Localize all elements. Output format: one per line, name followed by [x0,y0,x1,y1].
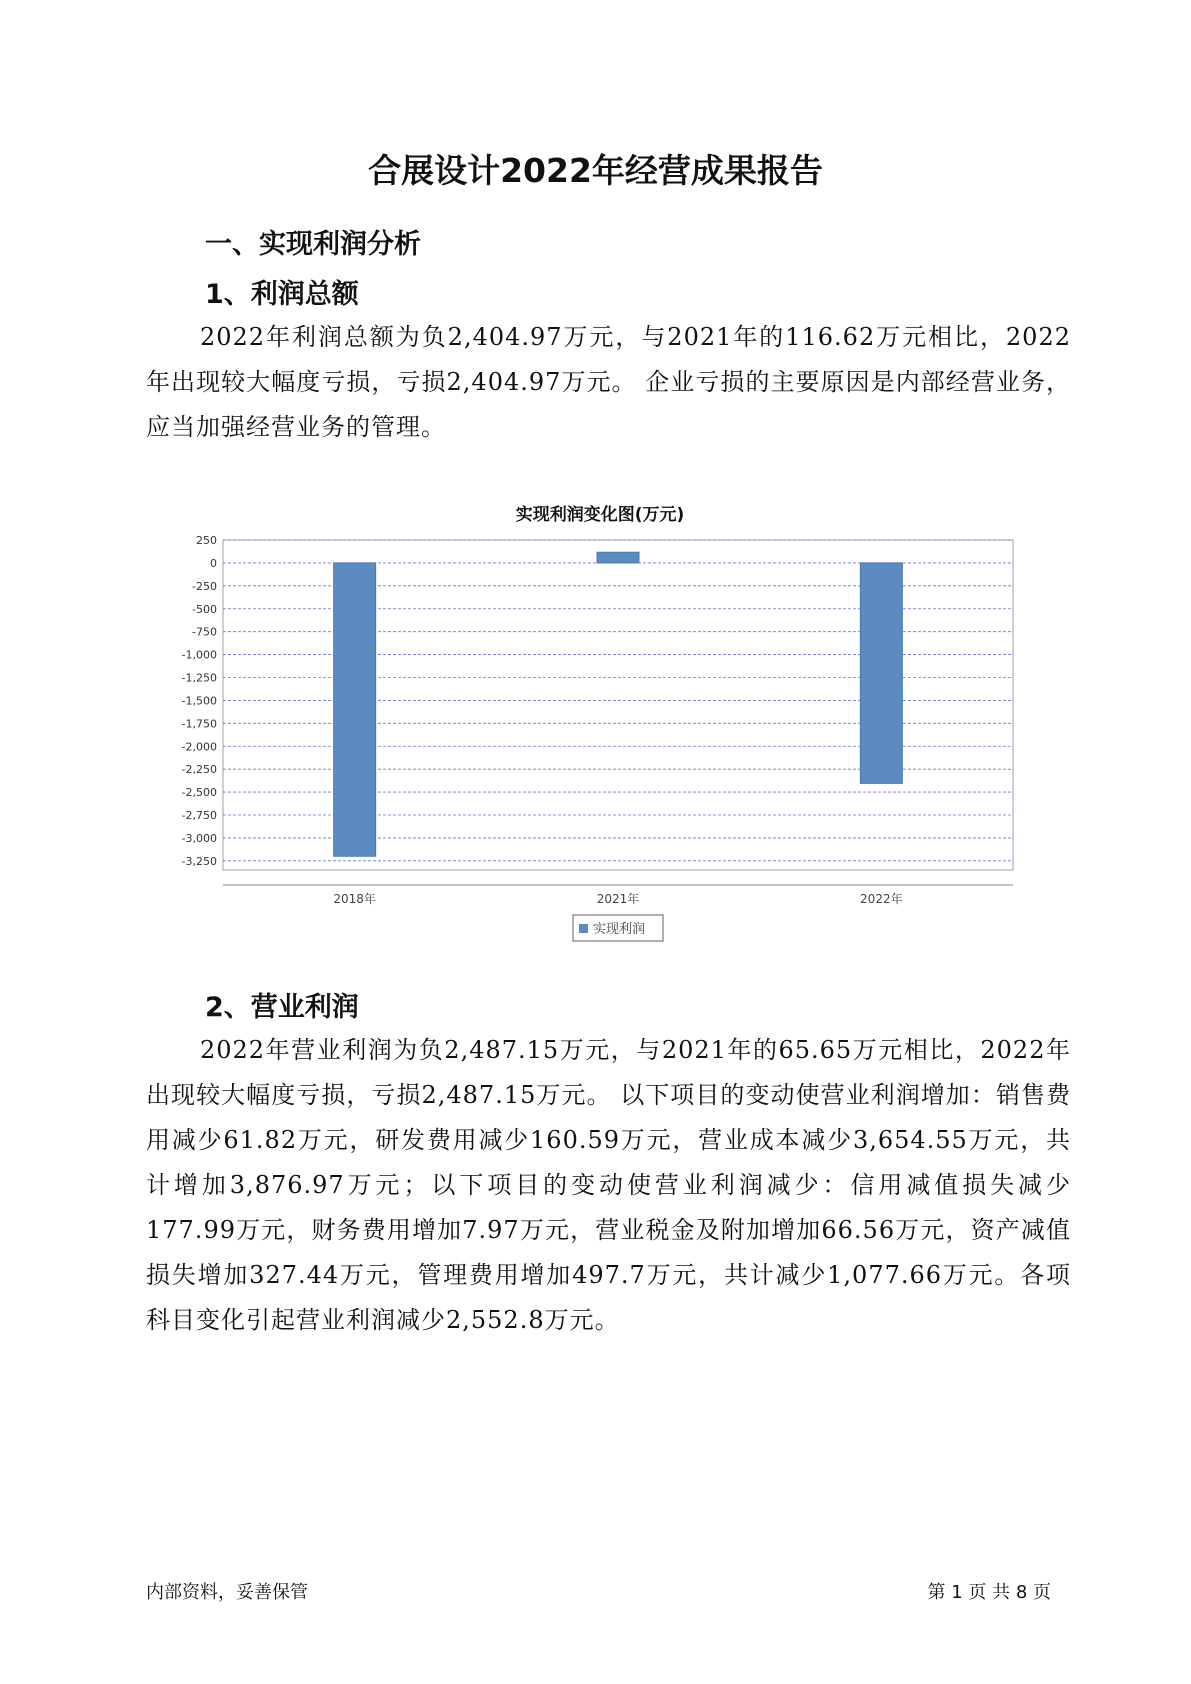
paragraph-total-profit: 2022年利润总额为负2,404.97万元，与2021年的116.62万元相比，2022年出现较大幅度亏损，亏损2,404.97万元。 企业亏损的主要原因是内部经营业务，应当加强经营业务的管理。 [146,323,1071,441]
y-tick-label: -3,000 [181,831,217,845]
y-tick-label: 250 [196,534,217,547]
report-title: 合展设计2022年经营成果报告 [368,151,823,190]
bar [860,563,902,783]
section-heading-profit-analysis: 一、实现利润分析 [205,229,421,260]
y-tick-label: -2,000 [181,740,217,754]
subheading-operating-profit: 2、营业利润 [205,992,359,1023]
y-tick-label: -1,000 [181,648,217,662]
subheading-total-profit: 1、利润总额 [205,279,359,310]
y-tick-label: -2,750 [181,809,217,822]
footer-page-number: 第 1 页 共 8 页 [927,1582,1051,1603]
chart-svg [160,500,1040,950]
x-tick-label: 2021年 [596,892,640,906]
profit-chart [160,500,1020,950]
paragraph-operating-profit: 2022年营业利润为负2,487.15万元，与2021年的65.65万元相比，2022年出现较大幅度亏损，亏损2,487.15万元。 以下项目的变动使营业利润增加：销售费用减少61.82万元，研发费用减少160.59万元，营业成本减少3,654.55万元，共计增加3,876.97万元；以下项目的变动使营业利润减少：信用减值损失减少177.99万元，财务费用增加7.97万元，营业税金及附加增加66.56万元，资产减值损失增加327.44万元，管理费用增加497.7万元，共计减少1,077.66万元。各项科目变化引起营业利润减少2,552.8万元。 [146,1036,1071,1334]
y-tick-label: -2,250 [181,763,217,777]
y-tick-label: -250 [192,579,217,593]
y-tick-label: -500 [192,602,217,616]
x-tick-label: 2018年 [333,892,376,906]
y-tick-label: -1,500 [181,694,217,708]
y-tick-label: 0 [210,556,217,570]
y-tick-label: -750 [192,625,217,639]
legend-label: 实现利润 [593,922,646,937]
y-tick-label: -3,250 [181,854,217,868]
y-tick-label: -1,750 [181,717,217,731]
bar [334,563,376,856]
legend-swatch [579,924,588,933]
chart-title: 实现利润变化图(万元) [515,505,685,525]
footer-confidential-note: 内部资料，妥善保管 [146,1582,308,1603]
y-tick-label: -1,250 [181,671,217,685]
y-tick-label: -2,500 [181,786,217,800]
x-tick-label: 2022年 [860,892,903,906]
bar [597,552,639,563]
